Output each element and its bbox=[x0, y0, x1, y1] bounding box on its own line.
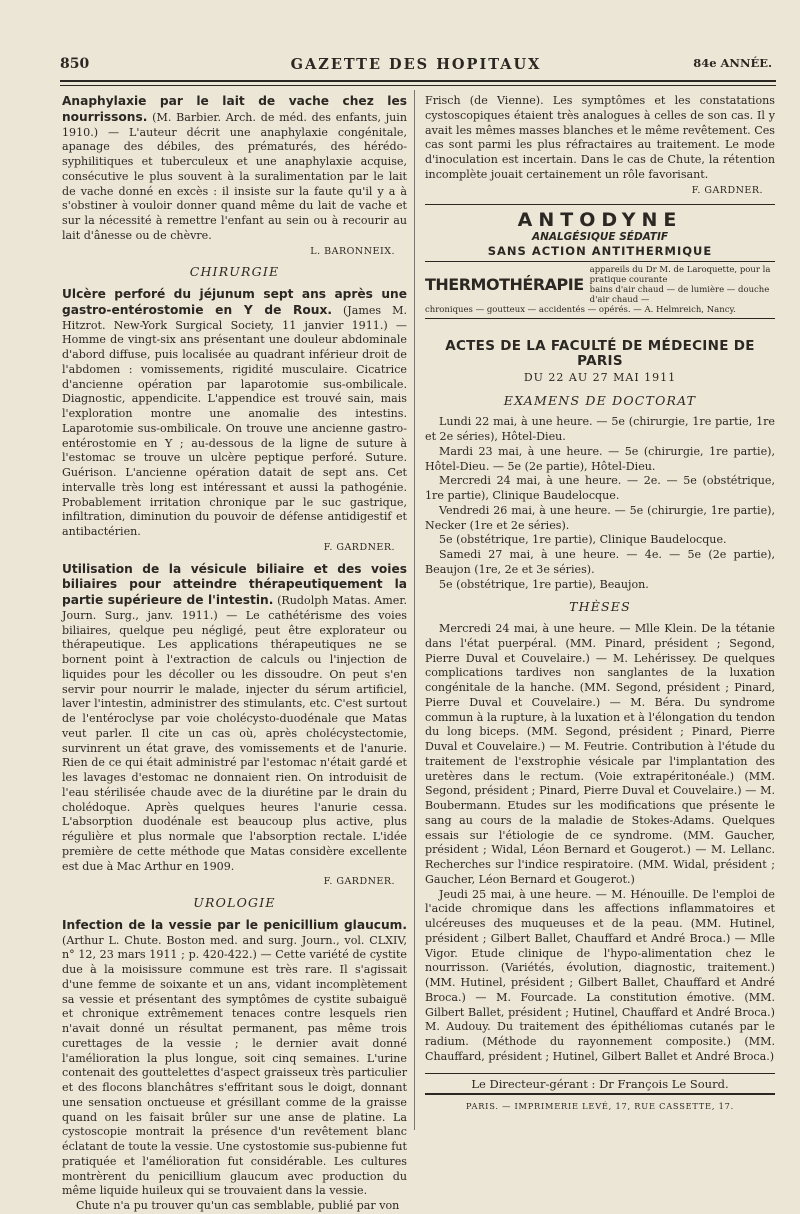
article-body: (James M. Hitzrot. New-York Surgical Society, 11 janvier 1911.) — Homme de vingt-six ans présentant une douleur abdominale d'abord diffuse, puis localisée au quadrant inférieur droit de l'abdomen : vomissements, rigidité musculaire. Cicatrice d'ancienne opération par laparotomie sus-ombilicale. Diagnostic, appendicite. L'appendice est trouvé sain, mais l'exploration montre une anomalie des intestins. Laparotomie sus-ombilicale. On trouve une ancienne gastro-entérostomie en Y ; au-dessous de la ligne de suture à l'estomac se trouve un ulcère peptique perforé. Suture. Guérison. L'ancienne opération datait de sept ans. Cet intervalle très long est intéressant et aussi la pathogénie. Probablement irritation chronique par le suc gastrique, infiltration, diminution du pouvoir de défense antidigestif et antibactérien. bbox=[62, 303, 407, 538]
journal-title: GAZETTE DES HOPITAUX bbox=[290, 56, 542, 73]
ad-subtitle: ANALGÉSIQUE SÉDATIF bbox=[531, 231, 669, 244]
director-line: Le Directeur-gérant : Dr François Le Sourd. bbox=[471, 1076, 729, 1091]
article-tail: Chute n'a pu trouver qu'un cas semblable, publié par von bbox=[76, 1199, 400, 1212]
exam-entry: Mercredi 24 mai, à une heure. — 2e. — 5e (obstétrique, 1re partie), Clinique Baudelocque. bbox=[425, 474, 775, 502]
actes-dates: DU 22 AU 27 MAI 1911 bbox=[523, 370, 677, 384]
exam-entry: 5e (obstétrique, 1re partie), Clinique Baudelocque. bbox=[439, 533, 727, 547]
exam-entry: Samedi 27 mai, à une heure. — 4e. — 5e (2e partie), Beaujon (1re, 2e et 3e séries). bbox=[425, 548, 775, 576]
these-entry: Mercredi 24 mai, à une heure. — Mlle Klein. De la tétanie dans l'état puerpéral. (MM. Pinard, président ; Segond, Pierre Duval et Couvelaire.) — M. Lehérissey. De quelques complications tardives non sanglantes de la luxation congénitale de la hanche. (MM. Segond, président ; Pinard, Pierre Duval et Couvelaire.) — M. Béra. Du syndrome commun à la rupture, à la luxation et à l'élongation du tendon du long biceps. (MM. Segond, président ; Pinard, Pierre Duval et Couvelaire.) — M. Feutrie. Contribution à l'étude du traitement de l'exstrophie vésicale par l'implantation des uretères dans le rectum. (Voie extrapéritonéale.) (MM. Segond, président ; Pinard, Pierre Duval et Couvelaire.) — M. Boubermann. Etudes sur les modifications que présente le sang au cours de la maladie de Stokes-Adams. Quelques essais sur l'étiologie de ce syndrome. (MM. Gaucher, président ; Widal, Léon Bernard et Gougerot.) — M. Lellanc. Recherches sur l'indice respiratoire. (MM. Widal, président ; Gaucher, Léon Bernard et Gougerot.) bbox=[425, 622, 775, 886]
column-divider bbox=[414, 90, 415, 1130]
ad-thermotherapie bbox=[425, 261, 775, 305]
ad-thermo-desc bbox=[590, 265, 775, 305]
header-rule bbox=[60, 80, 776, 82]
page-header bbox=[60, 56, 772, 78]
article-penicillium bbox=[62, 918, 407, 1214]
ad-thermo-line2: bains d'air chaud — de lumière — douche d'air chaud — bbox=[589, 285, 770, 306]
article-body: (Rudolph Matas. Amer. Journ. Surg., janv. 1911.) — Le cathétérisme des voies biliaires, quelque peu négligé, peut être explorateur ou thérapeutique. Les applications thérapeutiques ne se bornent point à l'extraction de calculs ou l'injection de liquides pour les décoller ou les dissoudre. On peut s'en servir pour nourrir le malade, injecter du sérum artificiel, laver l'intestin, administrer des stimulants, etc. C'est surtout de l'entéroclyse par voie cholécysto-duodénale que Matas veut parler. Il cite un cas où, après cholécystectomie, survinrent un état grave, des vomissements et de l'anurie. Rien de ce qui était administré par l'estomac n'était gardé et les lavages d'estomac ne donnaient rien. On introduisit de l'eau stérilisée chaude avec de la diurétine par le drain du cholédoque. Après quelques heures l'anurie cessa. L'absorption duodénale est beaucoup plus active, plus régulière et plus normale que l'absorption rectale. L'idée première de cette méthode que Matas considère excellente est due à Mac Arthur en 1909. bbox=[62, 594, 407, 873]
continuation-body: Frisch (de Vienne). Les symptômes et les constatations cystoscopiques étaient très analogues à celles de son cas. Il y avait les mêmes masses blanches et le même revêtement. Ces cas sont parmi les plus réfractaires au traitement. Le mode d'inoculation est incertain. Dans le cas de Chute, la rétention incomplète jouait certainement un rôle favorisant. bbox=[425, 94, 775, 181]
article-title: Utilisation de la vésicule biliaire et des voies biliaires pour atteindre thérapeutiquement la partie supérieure de l'intestin. bbox=[62, 561, 407, 607]
header-rule-thin bbox=[60, 85, 776, 86]
section-heading-examens: EXAMENS DE DOCTORAT bbox=[503, 392, 697, 408]
article-anaphylaxie bbox=[62, 94, 407, 259]
article-body: (Arthur L. Chute. Boston med. and surg. Journ., vol. CLXIV, n° 12, 23 mars 1911 ; p. 420-422.) — Cette variété de cystite due à la moisissure commune est très rare. Il s'agissait d'une femme de soixante et un ans, vidant incomplètement sa vessie et présentant des symptômes de cystite subaiguë et chronique extrêmement tenaces contre lesquels rien n'avait donné un résultat permanent, pas même trois curettages de la vessie ; le dernier avait donné l'amélioration la plus longue, soit cinq semaines. L'urine contenait des gouttelettes d'aspect graisseux très particulier et des flocons blanchâtres s'effritant sous le doigt, donnant une sensation onctueuse et grésillant comme de la graisse quand on les faisait brûler sur une anse de platine. La cystoscopie montrait la présence d'un revêtement blanc éclatant de toute la vessie. Une cystostomie sus-pubienne fut pratiquée et l'amélioration fut considérable. Les cultures montrèrent du penicillium glaucum avec production du même liquide huileux qui se trouvaient dans la vessie. bbox=[62, 933, 407, 1198]
article-title: Infection de la vessie par le penicillium glaucum. bbox=[62, 917, 407, 932]
page-number: 850 bbox=[60, 56, 90, 72]
ad-thermo-line3: chroniques — goutteux — accidentés — opérés. — A. Helmreich, Nancy. bbox=[425, 305, 736, 316]
exam-entry: 5e (obstétrique, 1re partie), Beaujon. bbox=[439, 577, 649, 591]
right-column bbox=[425, 94, 775, 1114]
these-entry: Jeudi 25 mai, à une heure. — M. Hénouille. De l'emploi de l'acide chromique dans les affections inflammatoires et ulcéreuses des muqueuses et de la peau. (MM. Hutinel, président ; Gilbert Ballet, Chauffard et André Broca.) — Mlle Vigor. Etude clinique de l'hypo-alimentation chez le nourrisson. (Variétés, évolution, diagnostic, traitement.) (MM. Hutinel, président ; Gilbert Ballet, Chauffard et André Broca.) — M. Fourcade. La constitution émotive. (MM. Gilbert Ballet, président ; Hutinel, Chauffard et André Broca.) M. Audouy. Du traitement des épithéliomas cutanés par le radium. (Méthode du rayonnement composite.) (MM. Chauffard, président ; Hutinel, Gilbert Ballet et André Broca.) bbox=[425, 887, 775, 1063]
article-signature: F. GARDNER. bbox=[323, 876, 395, 888]
advertisement bbox=[425, 204, 775, 319]
actes-title: ACTES DE LA FACULTÉ DE MÉDECINE DE PARIS bbox=[445, 338, 755, 369]
article-body: (M. Barbier. Arch. de méd. des enfants, juin 1910.) — L'auteur décrit une anaphylaxie congénitale, apanage des débiles, des prématurés, des hérédo-syphilitiques et tuberculeux et une anaphylaxie acquise, consécutive le plus souvent à la suralimentation par le lait de vache donné en excès : il insiste sur la faute qu'il y a à s'obstiner à vouloir donner quand même du lait de vache et sur la nécessité à remettre l'enfant au sein ou à recourir au lait d'ânesse ou de chèvre. bbox=[62, 110, 408, 242]
section-heading-chirurgie: CHIRURGIE bbox=[189, 264, 280, 280]
exam-entry: Vendredi 26 mai, à une heure. — 5e (chirurgie, 1re partie), Necker (1re et 2e séries). bbox=[425, 503, 775, 532]
exam-entry: Lundi 22 mai, à une heure. — 5e (chirurgie, 1re partie, 1re et 2e séries), Hôtel-Dieu. bbox=[425, 415, 775, 443]
article-signature: F. GARDNER. bbox=[691, 184, 763, 196]
article-title: Anaphylaxie par le lait de vache chez les nourrissons. bbox=[62, 94, 407, 124]
printer-line: PARIS. — IMPRIMERIE LEVÉ, 17, RUE CASSETTE, 17. bbox=[465, 1101, 735, 1112]
article-vesicule-biliaire bbox=[62, 562, 407, 891]
ad-tagline: SANS ACTION ANTITHERMIQUE bbox=[487, 244, 713, 259]
article-signature: L. BARONNEIX. bbox=[310, 245, 395, 257]
section-heading-urologie: UROLOGIE bbox=[193, 895, 276, 910]
ad-brand: ANTODYNE bbox=[517, 209, 683, 232]
ad-thermo-name: THERMOTHÉRAPIE bbox=[425, 274, 584, 294]
page-footer bbox=[425, 1073, 775, 1115]
article-signature: F. GARDNER. bbox=[323, 541, 395, 553]
ad-thermo-line1: appareils du Dr M. de Laroquette, pour la pratique courante bbox=[589, 265, 771, 286]
section-heading-theses: THÈSES bbox=[569, 599, 631, 615]
article-continuation bbox=[425, 94, 775, 198]
left-column bbox=[62, 94, 407, 1214]
exam-entry: Mardi 23 mai, à une heure. — 5e (chirurgie, 1re partie), Hôtel-Dieu. — 5e (2e partie), Hôtel-Dieu. bbox=[425, 444, 775, 473]
year-label: 84e ANNÉE. bbox=[693, 56, 772, 70]
footer-rule bbox=[425, 1093, 775, 1095]
article-title: Ulcère perforé du jéjunum sept ans après une gastro-entérostomie en Y de Roux. bbox=[62, 287, 407, 317]
article-ulcere-jejunum bbox=[62, 287, 407, 556]
